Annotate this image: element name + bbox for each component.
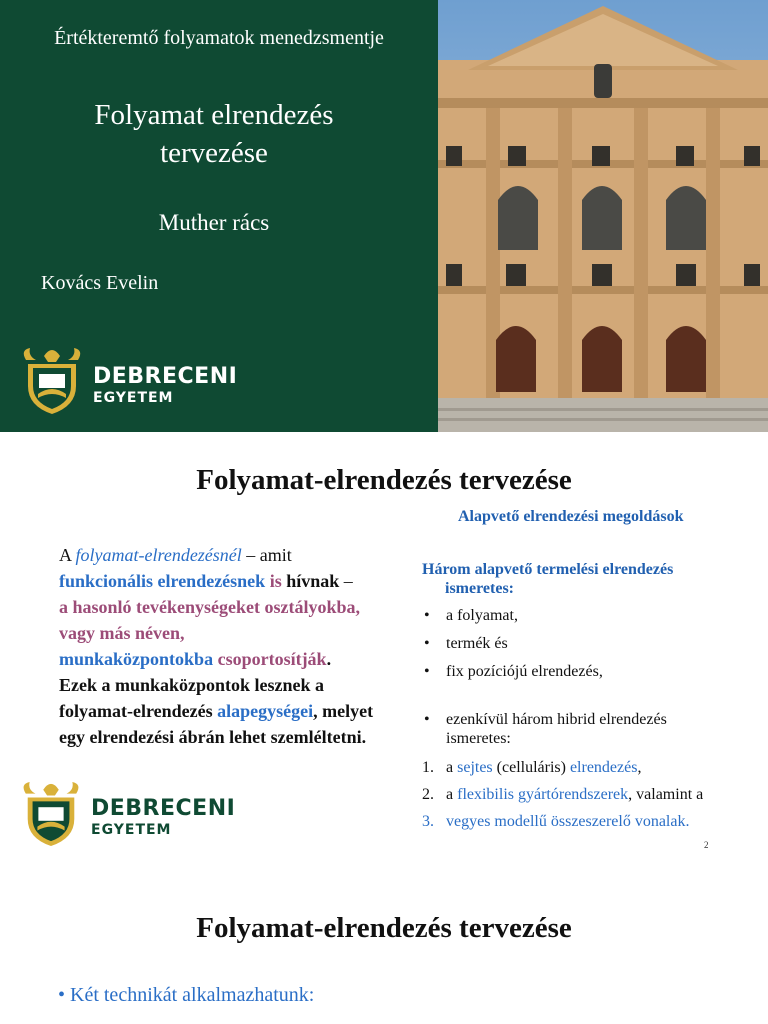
logo-line-1: DEBRECENI bbox=[93, 364, 238, 389]
course-title: Értékteremtő folyamatok menedzsmentje bbox=[54, 27, 384, 49]
bullet-text: • Két technikát alkalmazhatunk: bbox=[58, 984, 315, 1006]
term-flexibilis: flexibilis gyártórendszerek bbox=[457, 786, 629, 803]
bullet-icon: • bbox=[424, 607, 430, 624]
item-number: 3. bbox=[422, 813, 434, 830]
term-elrendezes: elrendezés bbox=[569, 759, 638, 776]
list-item-text: ezenkívül három hibrid elrendezés bbox=[446, 711, 667, 728]
list-item-text: termék és bbox=[446, 635, 508, 652]
text-run: (celluláris) bbox=[492, 759, 570, 776]
list-item bbox=[422, 632, 762, 656]
presentation-title bbox=[0, 96, 428, 172]
item-number: 2. bbox=[422, 786, 434, 803]
title-panel bbox=[0, 0, 438, 432]
text-run: hívnak bbox=[286, 571, 340, 591]
basic-layout-list bbox=[422, 604, 762, 684]
title-line-2: tervezése bbox=[160, 137, 268, 169]
presentation-subtitle: Muther rács bbox=[158, 210, 270, 235]
list-item bbox=[422, 660, 762, 684]
numbered-item bbox=[422, 808, 762, 835]
production-layouts-heading bbox=[422, 560, 762, 598]
university-crest-icon bbox=[18, 346, 86, 416]
item-number: 1. bbox=[422, 759, 434, 776]
logo-line-2: EGYETEM bbox=[93, 390, 174, 406]
hybrid-layout-list bbox=[422, 754, 762, 835]
text-run: , valamint a bbox=[628, 786, 704, 803]
term-sejtes: sejtes bbox=[457, 759, 493, 776]
numbered-item bbox=[422, 754, 762, 781]
university-logo-text bbox=[93, 364, 237, 406]
numbered-item bbox=[422, 781, 762, 808]
text-run: a bbox=[446, 786, 458, 803]
text-run: a bbox=[446, 759, 458, 776]
list-item bbox=[422, 604, 762, 628]
university-crest-icon bbox=[18, 780, 84, 848]
logo-line-1: DEBRECENI bbox=[91, 796, 236, 821]
slide-title: Folyamat-elrendezés tervezése bbox=[196, 912, 572, 944]
term-funkcionalis: funkcionális elrendezésnek bbox=[59, 571, 266, 591]
text-run: . bbox=[326, 649, 332, 669]
bullet-icon: • bbox=[424, 711, 430, 728]
title-slide bbox=[0, 0, 768, 432]
term-munkakozpontok: munkaközpontokba bbox=[59, 649, 214, 669]
university-logo-text bbox=[91, 796, 235, 838]
title-line-1: Folyamat elrendezés bbox=[94, 99, 334, 131]
text-run: – amit bbox=[241, 545, 292, 565]
bullet-icon: • bbox=[424, 635, 430, 652]
content-slide-2 bbox=[0, 432, 768, 864]
logo-line-2: EGYETEM bbox=[91, 822, 172, 838]
list-item bbox=[422, 710, 762, 748]
term-folyamat-elrendezes: folyamat-elrendezésnél bbox=[75, 545, 242, 565]
text-run: , melyet egy elrendezési ábrán lehet szemléltetni. bbox=[59, 701, 374, 747]
heading-line-1: Három alapvető termelési elrendezés bbox=[422, 561, 674, 578]
heading-line-2: ismeretes: bbox=[445, 580, 514, 597]
text-run: csoportosítják bbox=[217, 649, 327, 669]
right-section-heading: Alapvető elrendezési megoldások bbox=[458, 508, 684, 525]
content-slide-3 bbox=[0, 864, 768, 1024]
list-item-text: fix pozíciójú elrendezés, bbox=[446, 663, 603, 680]
text-run: A bbox=[59, 545, 76, 565]
text-run: vegyes modellű összeszerelő vonalak. bbox=[446, 813, 690, 830]
text-run: a hasonló tevékenységeket osztályokba, vagy más néven, bbox=[59, 597, 360, 643]
page-number: 2 bbox=[704, 840, 709, 850]
text-run: is bbox=[269, 571, 282, 591]
right-text-block bbox=[422, 560, 762, 835]
list-item-text: a folyamat, bbox=[446, 607, 518, 624]
text-run: Ezek a munkaközpontok lesznek a folyamat-elrendezés bbox=[59, 675, 325, 721]
text-run: , bbox=[637, 759, 642, 776]
bullet-icon: • bbox=[424, 663, 430, 680]
term-alapegysegei: alapegységei bbox=[217, 701, 314, 721]
author-name: Kovács Evelin bbox=[41, 272, 159, 294]
hybrid-intro bbox=[422, 710, 762, 748]
text-run: – bbox=[339, 571, 353, 591]
list-item-text: ismeretes: bbox=[446, 730, 511, 747]
slide-title: Folyamat-elrendezés tervezése bbox=[196, 464, 572, 496]
university-building-image bbox=[438, 0, 768, 432]
left-text-block bbox=[59, 542, 399, 750]
